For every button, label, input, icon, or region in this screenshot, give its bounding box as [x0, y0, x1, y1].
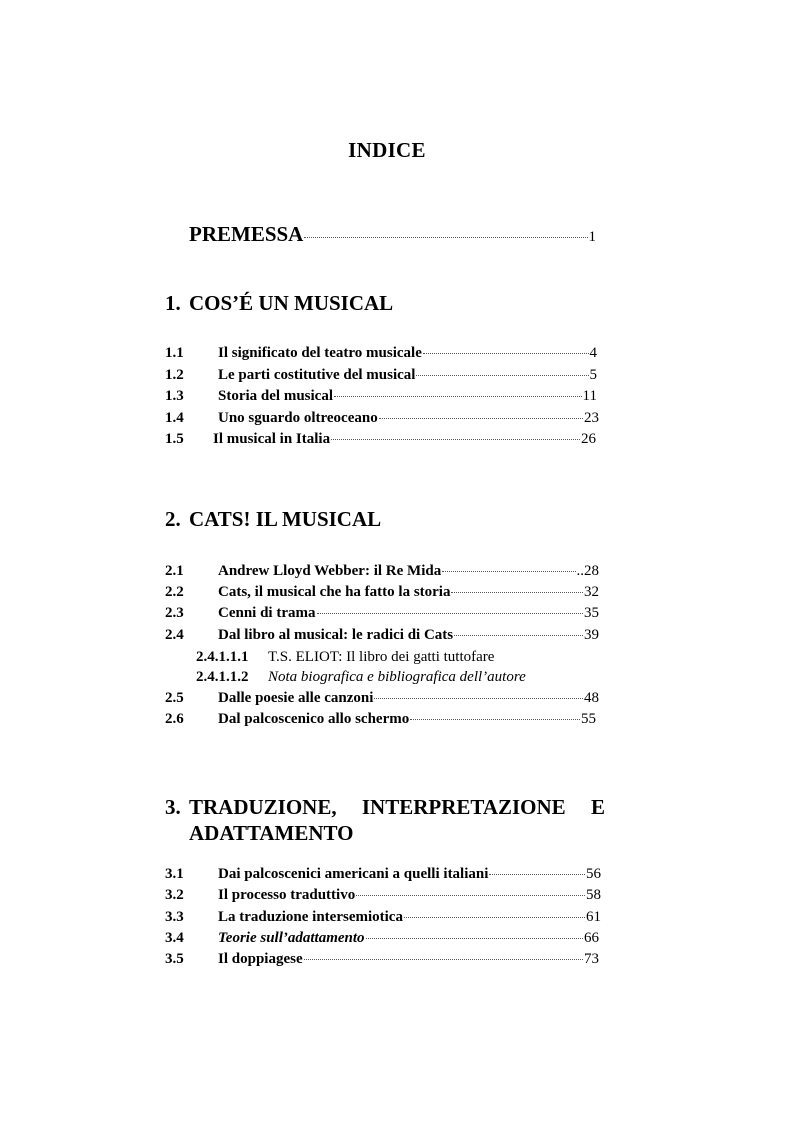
- toc-entry-number: 3.1: [165, 866, 184, 882]
- toc-subentry-label: Nota biografica e bibliografica dell’autore: [268, 669, 526, 685]
- dot-leader: [331, 439, 580, 440]
- chapter-title-word: INTERPRETAZIONE: [361, 795, 566, 819]
- chapter-title: COS’É UN MUSICAL: [189, 291, 394, 315]
- toc-page-number: 26: [581, 431, 596, 447]
- toc-entry[interactable]: [165, 431, 596, 448]
- toc-entry[interactable]: [165, 951, 599, 968]
- toc-entry-label: Il musical in Italia: [213, 431, 331, 447]
- toc-page-number: 23: [584, 410, 599, 426]
- chapter-heading-1: [165, 291, 393, 316]
- toc-page-number: 39: [584, 627, 599, 643]
- toc-page-number: 56: [586, 866, 601, 882]
- toc-entry-label: La traduzione intersemiotica: [218, 909, 403, 925]
- dot-leader: [454, 635, 583, 636]
- toc-entry-number: 2.4: [165, 627, 184, 643]
- toc-entry-label: Dalle poesie alle canzoni: [218, 690, 374, 706]
- dot-leader: [304, 959, 583, 960]
- toc-entry[interactable]: [165, 866, 601, 883]
- toc-page-number: ..28: [576, 563, 599, 579]
- chapter-title-word: E: [590, 795, 605, 819]
- dot-leader: [404, 917, 585, 918]
- dot-leader: [374, 698, 583, 699]
- dot-leader: [379, 418, 583, 419]
- dot-leader: [334, 396, 582, 397]
- toc-entry[interactable]: [165, 627, 599, 644]
- toc-entry-label: Le parti costitutive del musical: [218, 367, 416, 383]
- toc-subentry-number: 2.4.1.1.2: [196, 669, 249, 685]
- toc-entry-number: 2.6: [165, 711, 184, 727]
- toc-page-number: 73: [584, 951, 599, 967]
- toc-entry-label: Il processo traduttivo: [218, 887, 356, 903]
- toc-page-number: 11: [582, 388, 597, 404]
- toc-entry-number: 3.5: [165, 951, 184, 967]
- chapter-number: 3.: [165, 795, 181, 819]
- toc-entry[interactable]: [165, 388, 597, 405]
- toc-entry-label: Cats, il musical che ha fatto la storia: [218, 584, 451, 600]
- chapter-number: 1.: [165, 291, 181, 315]
- toc-page-number: 1: [588, 229, 596, 245]
- toc-page-number: 35: [584, 605, 599, 621]
- toc-entry-number: 2.1: [165, 563, 184, 579]
- toc-entry[interactable]: [165, 367, 597, 384]
- toc-entry-label: Dai palcoscenici americani a quelli italiani: [218, 866, 489, 882]
- toc-entry[interactable]: [165, 711, 596, 728]
- toc-subentry-number: 2.4.1.1.1: [196, 649, 249, 665]
- page-title: INDICE: [348, 138, 426, 162]
- chapter-number-and-word: [165, 794, 337, 820]
- chapter-title-word: TRADUZIONE,: [189, 795, 337, 819]
- dot-leader: [416, 375, 588, 376]
- dot-leader: [366, 938, 583, 939]
- chapter-heading-3: [165, 794, 605, 846]
- toc-entry[interactable]: [165, 584, 599, 601]
- toc-page-number: 61: [586, 909, 601, 925]
- toc-entry-number: 1.4: [165, 410, 184, 426]
- chapter-title: CATS! IL MUSICAL: [189, 507, 382, 531]
- toc-entry-label: Dal libro al musical: le radici di Cats: [218, 627, 454, 643]
- toc-entry[interactable]: [165, 909, 601, 926]
- toc-entry-label: Cenni di trama: [218, 605, 316, 621]
- toc-entry-number: 1.1: [165, 345, 184, 361]
- toc-entry-label: Teorie sull’adattamento: [218, 930, 365, 946]
- toc-page-number: 55: [581, 711, 596, 727]
- dot-leader: [451, 592, 583, 593]
- dot-leader: [423, 353, 589, 354]
- toc-entry-number: 3.2: [165, 887, 184, 903]
- dot-leader: [304, 237, 587, 238]
- dot-leader: [356, 895, 585, 896]
- toc-entry-label: Il doppiagese: [218, 951, 303, 967]
- toc-premessa[interactable]: [189, 222, 596, 247]
- toc-entry-number: 1.2: [165, 367, 184, 383]
- toc-entry-number: 2.5: [165, 690, 184, 706]
- toc-entry-number: 1.3: [165, 388, 184, 404]
- toc-entry[interactable]: [165, 690, 599, 707]
- toc-subentry[interactable]: [196, 649, 494, 666]
- dot-leader: [442, 571, 575, 572]
- dot-leader: [410, 719, 580, 720]
- dot-leader: [317, 613, 584, 614]
- toc-entry-label: Andrew Lloyd Webber: il Re Mida: [218, 563, 442, 579]
- toc-entry-number: 3.4: [165, 930, 184, 946]
- toc-subentry[interactable]: [196, 669, 526, 686]
- toc-entry-number: 3.3: [165, 909, 184, 925]
- toc-entry[interactable]: [165, 887, 601, 904]
- toc-entry-label: Storia del musical: [218, 388, 333, 404]
- toc-page-number: 58: [586, 887, 601, 903]
- toc-page-number: 4: [589, 345, 597, 361]
- toc-page-number: 32: [584, 584, 599, 600]
- toc-entry[interactable]: [165, 345, 597, 362]
- chapter-number: 2.: [165, 507, 181, 531]
- toc-entry-number: 2.3: [165, 605, 184, 621]
- toc-page-number: 5: [589, 367, 597, 383]
- chapter-title-line2: ADATTAMENTO: [189, 821, 354, 845]
- toc-entry-label: PREMESSA: [189, 222, 304, 246]
- toc-page-number: 66: [584, 930, 599, 946]
- toc-entry-label: Uno sguardo oltreoceano: [218, 410, 378, 426]
- toc-subentry-label: T.S. ELIOT: Il libro dei gatti tuttofare: [268, 649, 495, 665]
- chapter-heading-2: [165, 507, 381, 532]
- toc-entry-number: 2.2: [165, 584, 184, 600]
- toc-page-number: 48: [584, 690, 599, 706]
- toc-entry[interactable]: [165, 410, 599, 427]
- toc-entry-label: Dal palcoscenico allo schermo: [218, 711, 410, 727]
- toc-entry-label: Il significato del teatro musicale: [218, 345, 422, 361]
- toc-entry[interactable]: [165, 930, 599, 947]
- toc-entry[interactable]: [165, 563, 599, 580]
- toc-entry[interactable]: [165, 605, 599, 622]
- toc-entry-number: 1.5: [165, 431, 184, 447]
- dot-leader: [489, 874, 585, 875]
